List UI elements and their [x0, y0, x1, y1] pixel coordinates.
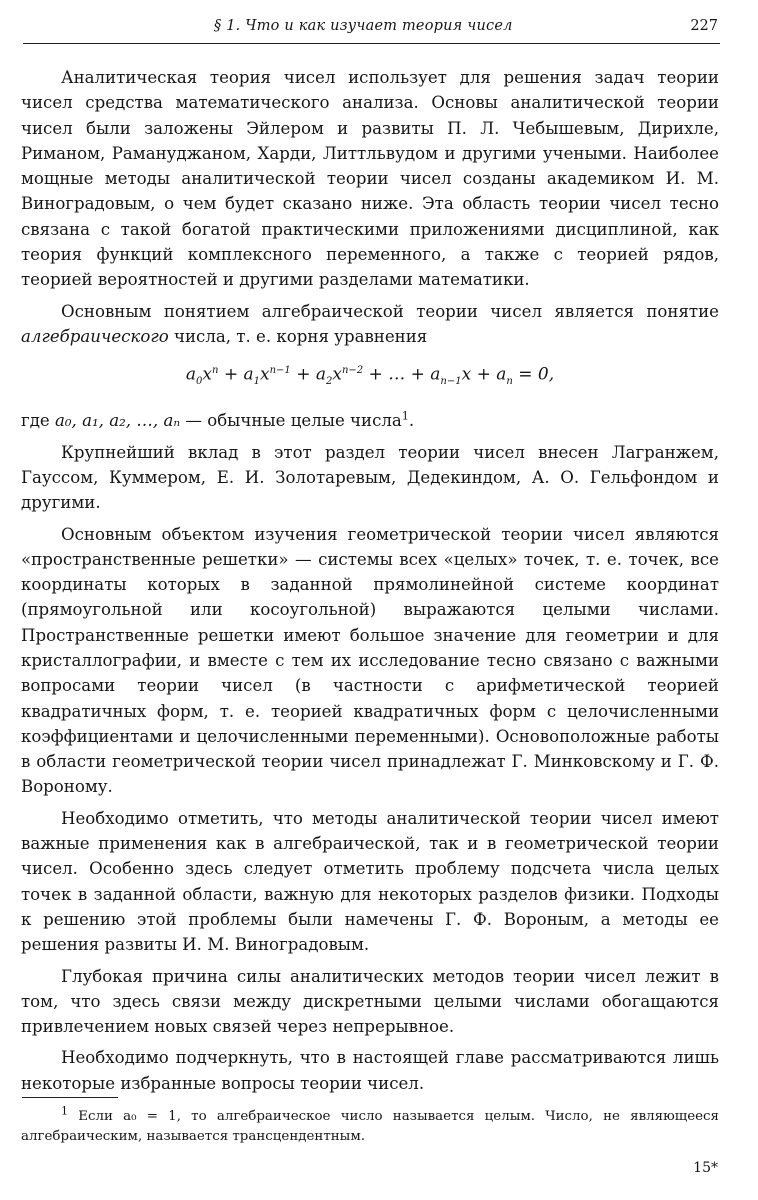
formula-operator: + — [290, 364, 316, 385]
paragraph-algebraic-concept-start: Основным понятием алгебраической теории чисел является понятие — [61, 301, 719, 321]
formula-operator: + — [218, 364, 244, 385]
formula-term: x — [461, 364, 472, 385]
formula-subscript: 1 — [253, 376, 261, 388]
formula-term: a — [315, 364, 326, 385]
printer-signature-mark: 15* — [693, 1160, 718, 1176]
formula-subscript: n−1 — [440, 376, 462, 388]
paragraph-algebraic-concept-end: числа, т. е. корня уравнения — [168, 326, 428, 346]
formula-term: x — [202, 364, 212, 385]
formula-equals: = 0, — [512, 364, 555, 385]
paragraph-geometric-theory: Основным объектом изучения геометрической теории чисел являются «пространственные решетки» — системы всех «целых» точек, т. е. точек, все координаты которых в заданной прямолинейной системе координат (прямоугольной или косоугольной) выражаются целыми числами. Пространственные решетки имеют большое значение для геометрии и для кристаллографии, и вместе с тем их исследование тесно связано с важными вопросами теории чисел (в частности с арифметической теорией квадратичных форм, т. е. теорией квадратичных форм с целочисленными коэффициентами и целочисленными переменными). Основоположные работы в области геометрической теории чисел принадлежат Г. Минковскому и Г. Ф. Вороному. — [21, 524, 719, 797]
formula-superscript: n−1 — [269, 365, 291, 377]
formula-subscript: 0 — [196, 376, 203, 388]
formula-term: a — [185, 364, 197, 385]
coefficients-prefix: где — [21, 411, 56, 431]
paragraph-analytic-theory: Аналитическая теория чисел использует для решения задач теории чисел средства математического анализа. Основы аналитической теории чисел были заложены Эйлером и развиты П. Л. Чебышевым, Дирихле, Риманом, Рамануджаном, Харди, Литтльвудом и другими учеными. Наиболее мощные методы аналитической теории чисел созданы академиком И. М. Виноградовым, о чем будет сказано ниже. Эта область теории чисел тесно связана с такой богатой практическими приложениями дисциплиной, как теория функций комплексного переменного, а также с теорией рядов, теорией вероятностей и другими разделами математики. — [21, 68, 719, 290]
coefficients-suffix: — обычные целые числа — [180, 411, 402, 431]
header-rule — [23, 43, 720, 44]
paragraph-coefficients — [21, 408, 719, 433]
page-number: 227 — [690, 18, 718, 34]
formula-subscript: n — [506, 376, 513, 388]
footnote — [21, 1104, 719, 1147]
paragraph-deep-reason: Глубокая причина силы аналитических методов теории чисел лежит в том, что здесь связи между дискретными целыми числами обогащаются привлечением новых связей через непрерывное. — [21, 966, 719, 1037]
formula-term: a — [430, 364, 441, 385]
formula-term: x — [260, 364, 270, 385]
coefficient-list: a₀, a₁, a₂, …, aₙ — [55, 411, 181, 431]
footnote-reference[interactable]: 1 — [401, 409, 409, 423]
running-title: § 1. Что и как изучает теория чисел — [214, 18, 513, 34]
paragraph-applications: Необходимо отметить, что методы аналитической теории чисел имеют важные применения как в алгебраической, так и в геометрической теории чисел. Особенно здесь следует отметить проблему подсчета числа целых точек в заданной области, важную для некоторых разделов физики. Подходы к решению этой проблемы были намечены Г. Ф. Вороным, а методы ее решения развиты И. М. Виноградовым. — [21, 808, 719, 955]
formula-superscript: n — [211, 365, 219, 377]
running-header — [206, 18, 718, 42]
formula-subscript: 2 — [326, 376, 333, 388]
paragraph-contributors: Крупнейший вклад в этот раздел теории чисел внесен Лагранжем, Гауссом, Куммером, Е. И. Золотаревым, Дедекиндом, А. О. Гельфондом и другими. — [21, 442, 719, 513]
formula-term: a — [243, 364, 254, 385]
footnote-rule — [22, 1097, 118, 1098]
formula-superscript: n−2 — [341, 365, 364, 377]
paragraph-chapter-scope: Необходимо подчеркнуть, что в настоящей главе рассматриваются лишь некоторые избранные вопросы теории чисел. — [21, 1048, 719, 1093]
polynomial-equation — [21, 357, 719, 396]
formula-term: a — [496, 364, 507, 385]
formula-operator: + — [471, 364, 497, 385]
formula-operator: + … + — [363, 364, 431, 385]
footnote-text: Если a₀ = 1, то алгебраическое число называется целым. Число, не являющееся алгебраическим, называется трансцендентным. — [21, 1109, 719, 1144]
main-text — [21, 65, 719, 1102]
footnote-marker: 1 — [61, 1104, 68, 1118]
emphasized-term: алгебраического — [21, 326, 169, 346]
coefficients-end: . — [408, 411, 415, 431]
formula-term: x — [332, 364, 342, 385]
paragraph-algebraic-concept — [21, 299, 719, 350]
